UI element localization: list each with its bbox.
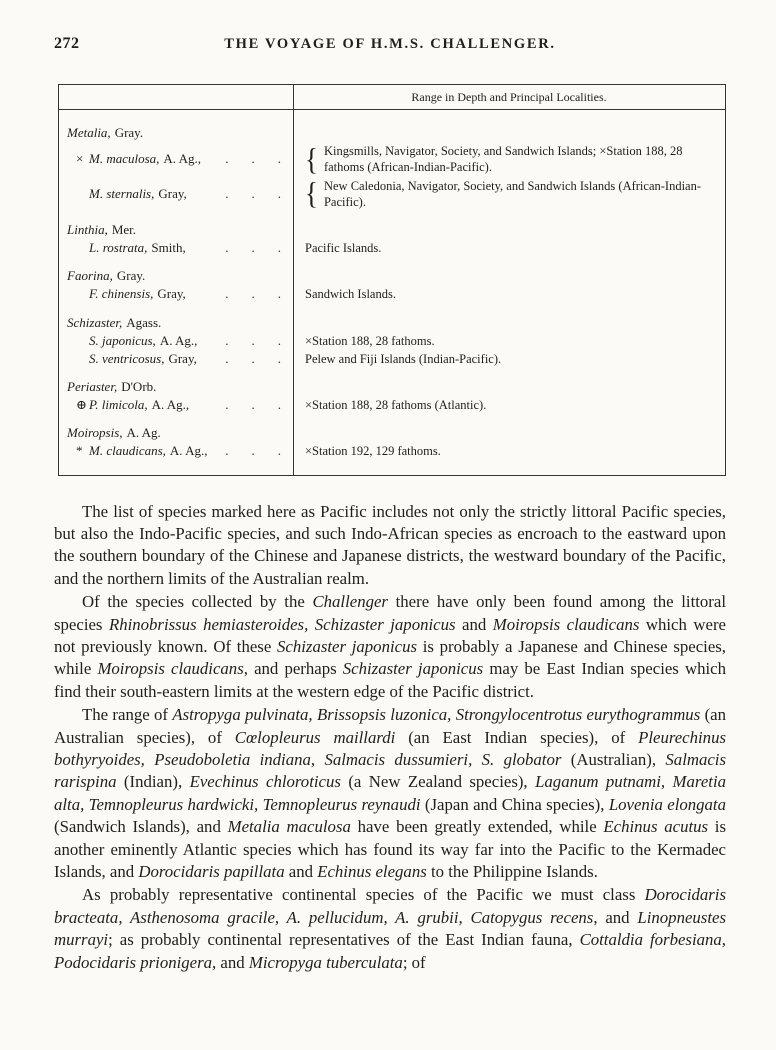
text-run: and bbox=[455, 614, 493, 634]
range-text: ×Station 188, 28 fathoms. bbox=[305, 333, 435, 348]
text-run: (Sandwich Islands), and bbox=[54, 817, 228, 837]
genus-row-periaster bbox=[59, 378, 725, 396]
species-name: S. japonicus, bbox=[89, 332, 156, 348]
genus-authority: Gray. bbox=[114, 125, 144, 140]
genus-authority: Agass. bbox=[126, 314, 162, 330]
genus-row-linthia bbox=[59, 221, 725, 239]
genus-cell bbox=[59, 378, 293, 396]
italic-run: Cottaldia forbesiana, Podocidaris prionigera bbox=[54, 930, 726, 972]
species-cell bbox=[59, 285, 293, 303]
genus-authority: D'Orb. bbox=[121, 379, 157, 394]
genus-row-metalia bbox=[59, 124, 725, 142]
text-run: may be East Indian species which find their south-eastern limits at the western edge of the Pacific district. bbox=[54, 659, 726, 701]
species-authority: A. Ag., bbox=[151, 397, 190, 413]
running-title: THE VOYAGE OF H.M.S. CHALLENGER. bbox=[224, 36, 556, 52]
italic-run: Pleurechinus bothyryoides, Pseudoboletia indiana, Salmacis dussumieri, S. globator bbox=[54, 727, 726, 769]
leader-dots: . . . bbox=[225, 240, 283, 256]
range-cell bbox=[293, 442, 725, 460]
text-run: As probably representative continental species of the Pacific we must class bbox=[82, 885, 645, 905]
table-header-empty-cell bbox=[59, 85, 293, 109]
text-run: , and bbox=[212, 952, 249, 972]
genus-name: Linthia, bbox=[67, 222, 108, 237]
genus-name: Periaster, bbox=[67, 379, 118, 394]
italic-run: Dorocidaris bracteata, Asthenosoma gracile, A. pellucidum, A. grubii, Catopygus recens bbox=[54, 885, 726, 927]
species-authority: A. Ag., bbox=[169, 443, 208, 459]
range-text: ×Station 192, 129 fathoms. bbox=[305, 444, 441, 459]
italic-run: Echinus acutus bbox=[603, 817, 709, 837]
genus-row-schizaster bbox=[59, 314, 725, 332]
paragraph-2 bbox=[54, 591, 726, 703]
range-cell bbox=[293, 332, 725, 350]
cross-marker: × bbox=[76, 151, 84, 167]
genus-cell bbox=[59, 424, 293, 442]
italic-run: Lovenia elongata bbox=[608, 794, 726, 814]
leader-dots: . . . bbox=[225, 332, 283, 348]
species-cell bbox=[59, 185, 293, 203]
range-text: Pacific Islands. bbox=[305, 241, 382, 255]
range-cell-empty bbox=[293, 275, 725, 277]
italic-run: Moiropsis claudicans bbox=[492, 614, 640, 634]
italic-run: Dorocidaris papillata bbox=[138, 862, 285, 881]
italic-run: Echinus elegans bbox=[317, 862, 427, 881]
page-header bbox=[54, 34, 726, 58]
genus-cell bbox=[59, 221, 293, 239]
range-cell bbox=[293, 177, 725, 212]
table-header-row bbox=[59, 85, 725, 110]
leader-dots: . . . bbox=[225, 350, 283, 366]
leader-dots: . . . bbox=[225, 443, 283, 459]
italic-run: Evechinus chloroticus bbox=[189, 772, 341, 792]
italic-run: Micropyga tuberculata bbox=[248, 952, 403, 972]
range-cell-empty bbox=[293, 432, 725, 434]
italic-run: Metalia maculosa bbox=[227, 817, 351, 837]
leader-dots: . . . bbox=[225, 151, 283, 167]
species-row-m-claudicans bbox=[59, 442, 725, 460]
italic-run: Cœlopleurus maillardi bbox=[234, 727, 396, 747]
species-cell bbox=[59, 332, 293, 350]
italic-run: Linopneustes murrayi bbox=[54, 907, 726, 950]
paragraph-4 bbox=[54, 884, 726, 974]
brace-glyph: { bbox=[305, 175, 318, 211]
species-authority: Smith, bbox=[151, 240, 186, 256]
species-name: L. rostrata, bbox=[89, 240, 148, 256]
species-row-s-ventricosus bbox=[59, 350, 725, 368]
range-text: ×Station 188, 28 fathoms (Atlantic). bbox=[305, 398, 487, 412]
text-run: to the Philippine Islands. bbox=[426, 862, 598, 881]
text-run: (Japan and China species), bbox=[420, 794, 609, 814]
italic-run: Laganum putnami, Maretia alta, Temnopleurus hardwicki, Temnopleurus reynaudi bbox=[54, 772, 726, 814]
species-name: F. chinensis, bbox=[89, 286, 154, 302]
text-run: The range of bbox=[82, 705, 173, 725]
text-run: and bbox=[284, 862, 318, 881]
table-body bbox=[59, 110, 725, 475]
species-row-l-rostrata bbox=[59, 239, 725, 257]
paragraph-1 bbox=[54, 501, 726, 591]
text-run: which were not previously known. Of these bbox=[54, 614, 726, 656]
range-text: Sandwich Islands. bbox=[305, 287, 396, 302]
genus-authority: Gray. bbox=[116, 268, 146, 284]
text-run: (an East Indian species), of bbox=[395, 727, 639, 747]
species-name: S. ventricosus, bbox=[89, 350, 165, 366]
species-name: M. claudicans, bbox=[89, 443, 166, 459]
text-run: have been greatly extended, while bbox=[350, 817, 604, 837]
range-text: Pelew and Fiji Islands (Indian-Pacific). bbox=[305, 351, 502, 366]
text-run: is probably a Japanese and Chinese species, while bbox=[54, 636, 726, 679]
species-cell bbox=[59, 150, 293, 168]
leader-dots: . . . bbox=[225, 397, 283, 413]
table-header-label: Range in Depth and Principal Localities. bbox=[411, 90, 607, 104]
species-authority: Gray, bbox=[168, 350, 197, 366]
text-run: Of the species collected by the bbox=[82, 592, 313, 612]
species-name: M. sternalis, bbox=[89, 185, 155, 201]
text-run: , and bbox=[593, 907, 638, 927]
range-cell bbox=[293, 396, 725, 414]
species-authority: A. Ag., bbox=[159, 332, 198, 348]
asterisk-marker: * bbox=[76, 443, 83, 459]
range-text: Kingsmills, Navigator, Society, and Sandwich Islands; ×Station 188, 28 fathoms (African-Indian-Pacific). bbox=[323, 144, 683, 175]
leader-dots: . . . bbox=[225, 286, 283, 302]
genus-name: Metalia, bbox=[67, 125, 111, 140]
genus-row-moiropsis bbox=[59, 424, 725, 442]
species-name: M. maculosa, bbox=[89, 151, 160, 167]
text-run: ; of bbox=[402, 952, 426, 972]
genus-name: Schizaster, bbox=[67, 314, 123, 330]
genus-cell bbox=[59, 124, 293, 142]
table-column-divider bbox=[293, 85, 294, 475]
text-run: (Australian), bbox=[561, 749, 666, 769]
species-cell bbox=[59, 442, 293, 460]
range-cell-empty bbox=[293, 386, 725, 388]
species-cell bbox=[59, 239, 293, 257]
species-row-s-japonicus bbox=[59, 332, 725, 350]
leader-dots: . . . bbox=[225, 185, 283, 201]
text-run: (an Australian species), of bbox=[54, 705, 726, 747]
species-range-table bbox=[58, 84, 726, 476]
species-authority: Gray, bbox=[158, 185, 187, 201]
species-authority: Gray, bbox=[157, 286, 186, 302]
range-cell bbox=[293, 142, 725, 177]
italic-run: Astropyga pulvinata, Brissopsis luzonica, Strongylocentrotus eurythogrammus bbox=[172, 705, 701, 725]
brace-glyph: { bbox=[305, 141, 318, 176]
text-run: (a New Zealand species), bbox=[340, 772, 536, 792]
genus-row-faorina bbox=[59, 267, 725, 285]
range-cell-empty bbox=[293, 229, 725, 231]
text-run: , and perhaps bbox=[243, 659, 343, 679]
italic-run: Challenger bbox=[312, 592, 388, 612]
text-run: is another eminently Atlantic species which has found its way far into the Pacific to the Kermadec Islands, and bbox=[54, 817, 726, 881]
range-cell-empty bbox=[293, 132, 725, 134]
italic-run: Rhinobrissus hemiasteroides, Schizaster japonicus bbox=[108, 614, 456, 634]
text-run: there have only been found among the littoral species bbox=[54, 592, 727, 634]
species-authority: A. Ag., bbox=[163, 151, 201, 167]
range-text: New Caledonia, Navigator, Society, and Sandwich Islands (African-Indian-Pacific). bbox=[323, 178, 702, 209]
species-row-p-limicola bbox=[59, 396, 725, 414]
text-run: (Indian), bbox=[116, 772, 190, 792]
genus-name: Moiropsis, bbox=[67, 425, 123, 441]
genus-cell bbox=[59, 267, 293, 285]
species-row-m-sternalis bbox=[59, 177, 725, 212]
genus-authority: Mer. bbox=[111, 222, 137, 237]
body-text bbox=[54, 501, 726, 975]
species-cell bbox=[59, 396, 293, 414]
italic-run: Salmacis rarispina bbox=[54, 749, 727, 792]
range-cell bbox=[293, 239, 725, 257]
paragraph-3 bbox=[54, 704, 726, 883]
text-run: ; as probably continental representatives of the East Indian fauna, bbox=[108, 930, 580, 950]
range-cell bbox=[293, 285, 725, 303]
circled-plus-marker: ⊕ bbox=[76, 397, 87, 413]
range-cell-empty bbox=[293, 322, 725, 324]
species-row-f-chinensis bbox=[59, 285, 725, 303]
italic-run: Schizaster japonicus bbox=[277, 636, 417, 656]
species-row-m-maculosa bbox=[59, 142, 725, 177]
genus-name: Faorina, bbox=[67, 268, 113, 284]
italic-run: Moiropsis claudicans bbox=[97, 659, 244, 679]
genus-authority: A. Ag. bbox=[126, 425, 161, 441]
genus-cell bbox=[59, 314, 293, 332]
text-run: The list of species marked here as Pacific includes not only the strictly littoral Pacific species, but also the Indo-Pacific species, and such Indo-African species as encroach to the eastward upon the southern boundary of the Chinese and Japanese districts, the westward boundary of the Pacific, and the northern limits of the Australian realm. bbox=[54, 501, 726, 588]
species-cell bbox=[59, 350, 293, 368]
page-number: 272 bbox=[54, 35, 80, 52]
species-name: P. limicola, bbox=[89, 397, 148, 413]
italic-run: Schizaster japonicus bbox=[342, 659, 484, 679]
range-cell bbox=[293, 350, 725, 368]
